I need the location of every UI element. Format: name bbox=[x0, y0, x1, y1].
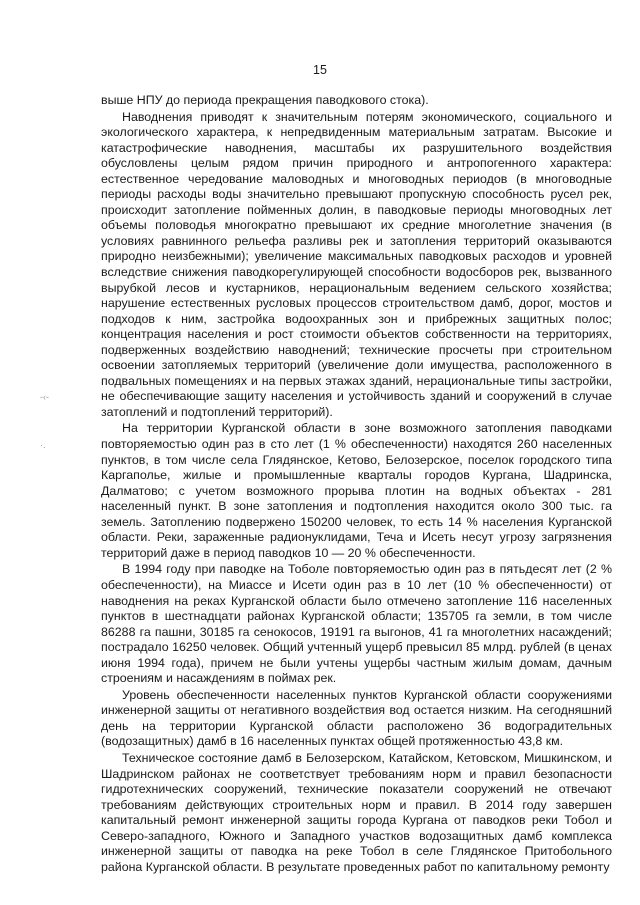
paragraph-protection-level: Уровень обеспеченности населенных пунктов Курганской области сооружениями инженерной защиты от негативного воздействия вод остается низким. На сегодняшний день на территории Курганской области расположено 36 водоградительных (водозащитных) дамб в 16 населенных пунктах общей протяженностью 43,8 км. bbox=[101, 687, 612, 749]
document-body bbox=[101, 93, 612, 875]
paragraph-dam-condition: Техническое состояние дамб в Белозерском, Катайском, Кетовском, Мишкинском, и Шадринском районах не соответствует требованиям норм и правил безопасности гидротехнических сооружений, технические показатели сооружений не отвечают требованиям действующих строительных норм и правил. В 2014 году завершен капитальный ремонт инженерной защиты города Кургана от паводков реки Тобол и Северо-западного, Южного и Западного участков водозащитных дамб комплекса инженерной защиты от паводка на реке Тобол в селе Глядянское Притобольного района Курганской области. В результате проведенных работ по капитальному ремонту bbox=[101, 750, 612, 874]
paragraph-flood-causes: Наводнения приводят к значительным потерям экономического, социального и экологического характера, к непредвиденным материальным затратам. Высокие и катастрофические наводнения, масштабы их разрушительного воздействия обусловлены целым рядом причин природного и антропогенного характера: естественное чередование маловодных и многоводных периодов (в многоводные периоды расходы воды значительно превышают пропускную способность русел рек, происходит затопление пойменных долин, в паводковые периоды многоводных лет объемы половодья многократно превышают их средние многолетние значения (в условиях равнинного рельефа разливы рек и затопления территорий оказываются природно неизбежными); увеличение максимальных паводковых расходов и уровней вследствие снижения паводкорегулирующей способности водосборов рек, вызванного вырубкой лесов и кустарников, нерациональным ведением сельского хозяйства; нарушение естественных русловых процессов строительством дамб, дорог, мостов и подходов к ним, застройка водоохранных зон и прибрежных защитных полос; концентрация населения и рост стоимости объектов собственности на территориях, подверженных воздействию наводнений; технические просчеты при строительном освоении затопляемых территорий (увеличение доли имущества, расположенного в подвальных помещениях и на первых этажах зданий, нерациональные типы застройки, не обеспечивающие защиту населения и устойчивость зданий и сооружений в случае затоплений и подтоплений территорий). bbox=[101, 109, 612, 419]
margin-scan-mark: -‹- bbox=[40, 392, 49, 402]
page-number: 15 bbox=[313, 63, 327, 77]
paragraph-continuation: выше НПУ до периода прекращения паводкового стока). bbox=[101, 93, 429, 107]
margin-scan-mark: ·. bbox=[40, 440, 46, 450]
paragraph-1994-flood: В 1994 году при паводке на Тоболе повторяемостью один раз в пятьдесят лет (2 % обеспеченности), на Миассе и Исети один раз в 10 лет (10 % обеспеченности) от наводнения на реках Курганской области было отмечено затопление 116 населенных пунктов в шестнадцати районах Курганской области; 135705 га земли, в том числе 86288 га пашни, 30185 га сенокосов, 19191 га выгонов, 41 га многолетних насаждений; пострадало 16250 человек. Общий учтенный ущерб превысил 85 млрд. рублей (в ценах июня 1994 года), причем не были учтены ущербы частным жилым домам, дачным строениям и насаждениям в поймах рек. bbox=[101, 562, 612, 686]
paragraph-kurgan-flood-zone: На территории Курганской области в зоне возможного затопления паводками повторяемостью один раз в сто лет (1 % обеспеченности) находятся 260 населенных пунктов, в том числе села Глядянское, Кетово, Белозерское, поселок городского типа Каргаполье, жилые и промышленные кварталы городов Кургана, Шадринска, Далматово; с учетом возможного прорыва плотин на водных объектах - 281 населенный пункт. В зоне затопления и подтопления находится около 300 тыс. га земель. Затоплению подвержено 150200 человек, то есть 14 % населения Курганской области. Реки, зараженные радионуклидами, Теча и Исеть несут угрозу загрязнения территорий даже в период паводков 10 — 20 % обеспеченности. bbox=[101, 421, 612, 560]
